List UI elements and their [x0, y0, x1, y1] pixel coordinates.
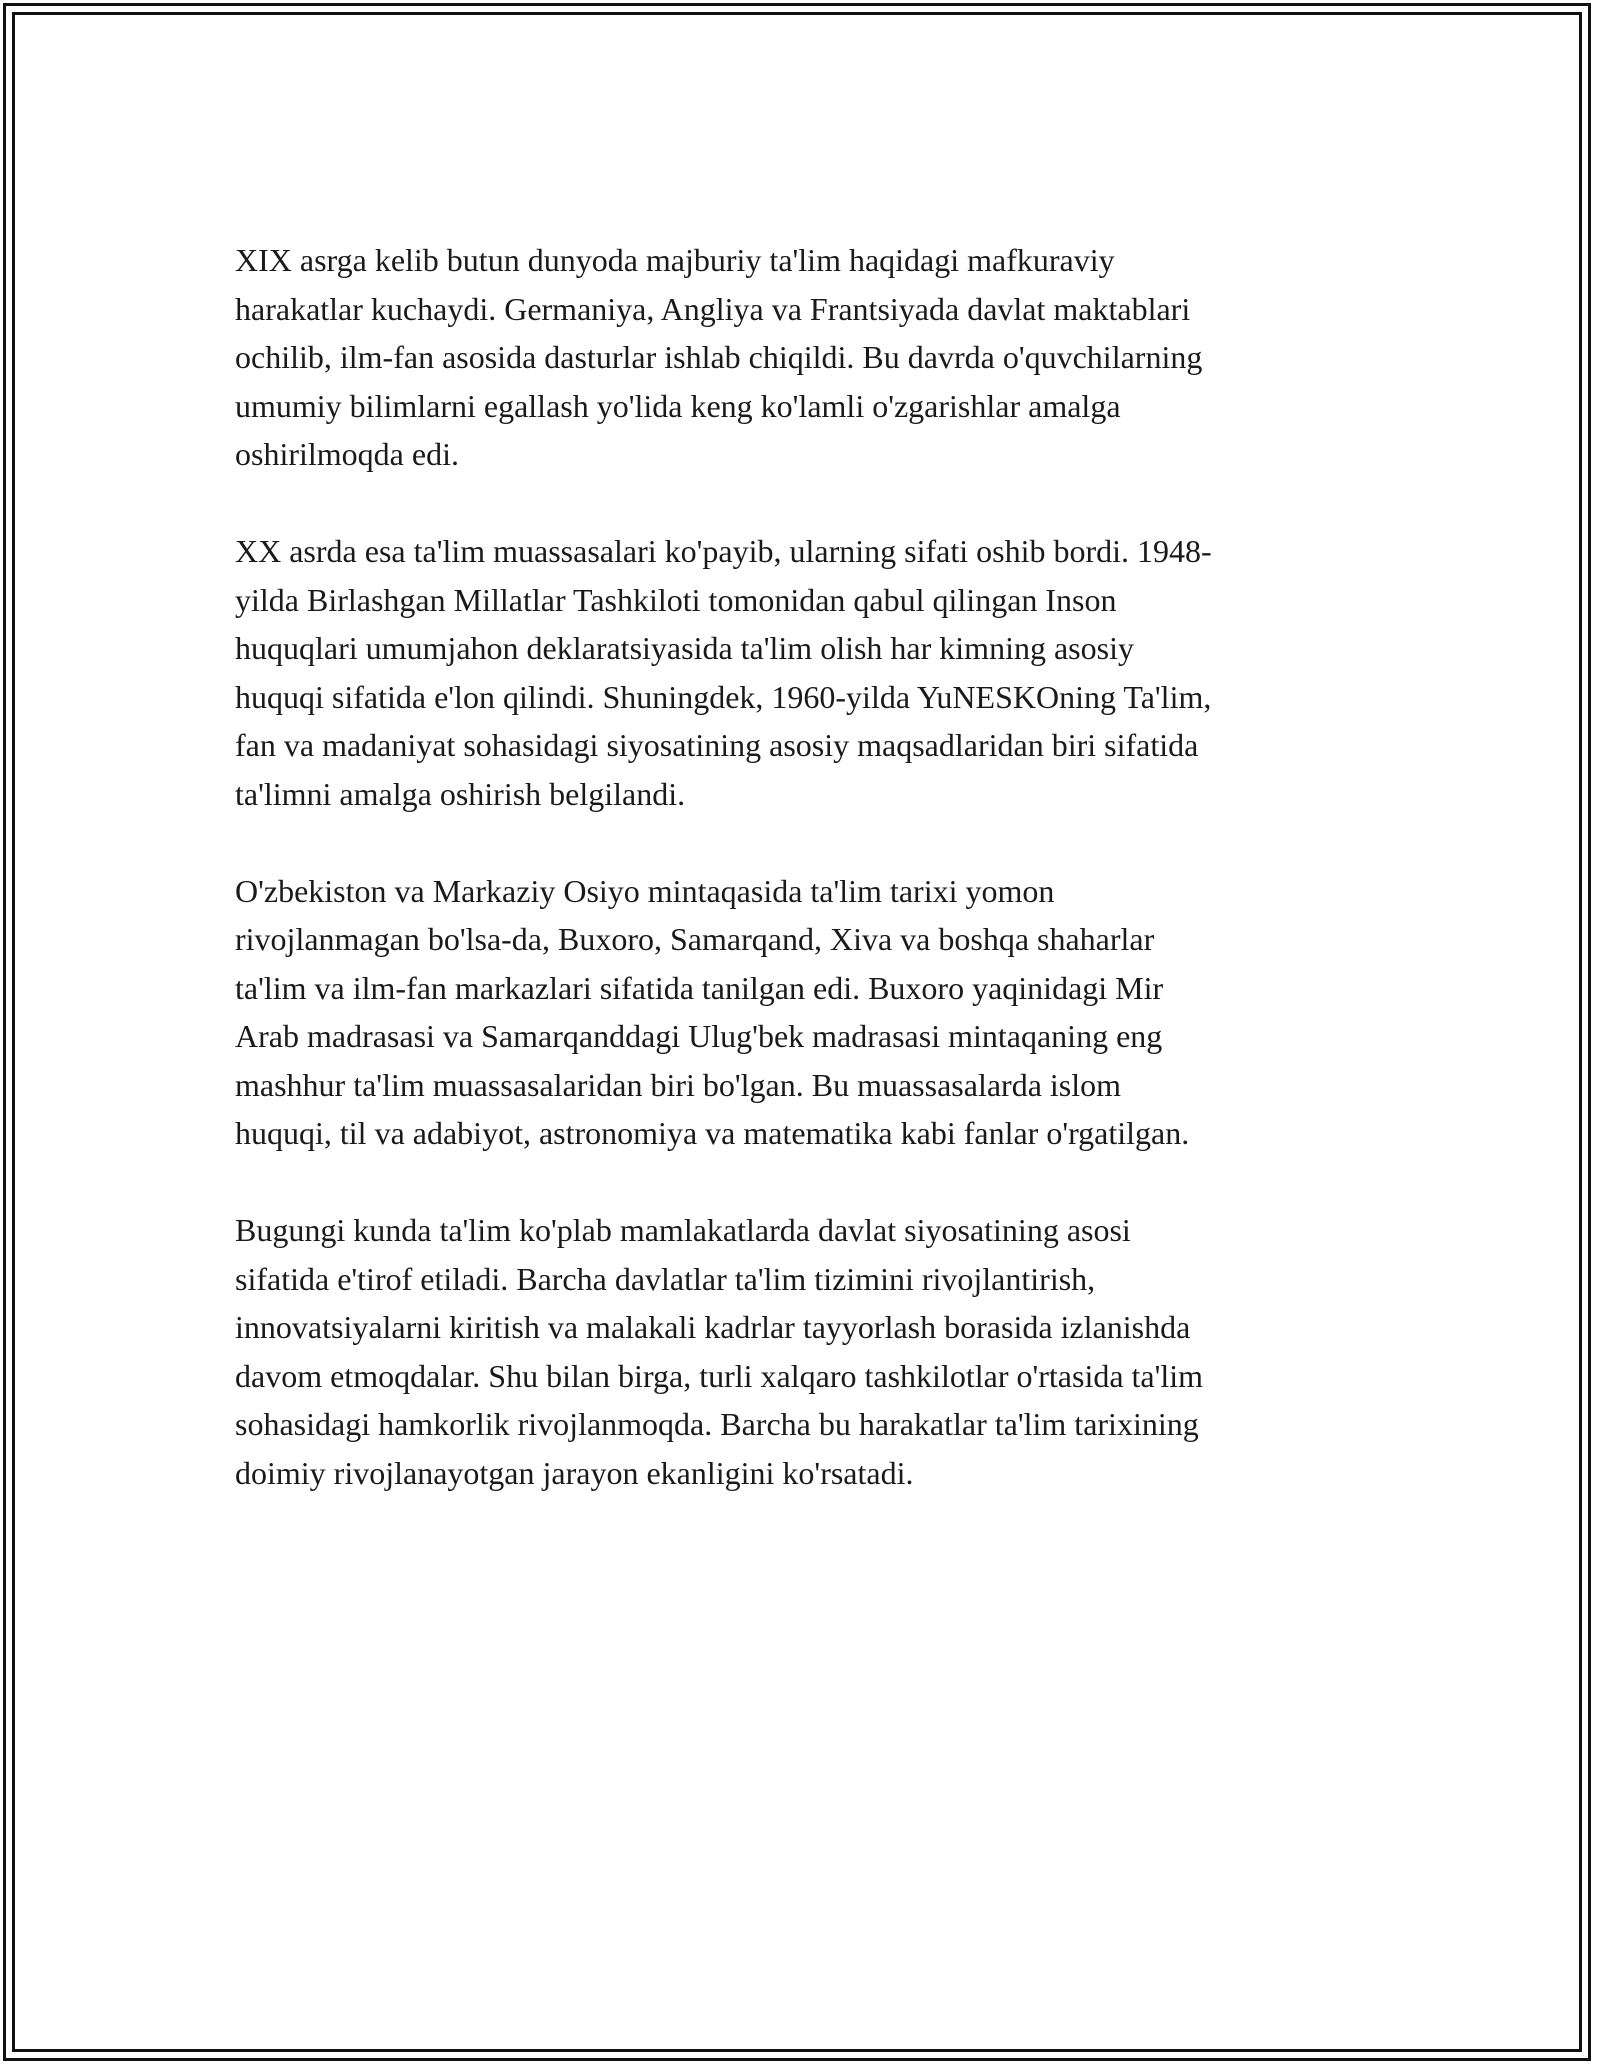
- text-line: harakatlar kuchaydi. Germaniya, Angliya va Frantsiyada davlat maktablari: [235, 290, 1191, 327]
- paragraph-3: [235, 867, 1375, 1158]
- text-line: sohasidagi hamkorlik rivojlanmoqda. Barcha bu harakatlar ta'lim tarixining: [235, 1406, 1199, 1442]
- text-line: huquqi sifatida e'lon qilindi. Shuningdek, 1960-yilda YuNESKOning Ta'lim,: [235, 678, 1212, 715]
- text-line: huquqi, til va adabiyot, astronomiya va matematika kabi fanlar o'rgatilgan.: [235, 1115, 1190, 1151]
- text-line: ochilib, ilm-fan asosida dasturlar ishlab chiqildi. Bu davrda o'quvchilarning: [235, 339, 1203, 375]
- text-line: O'zbekiston va Markaziy Osiyo mintaqasida ta'lim tarixi yomon: [235, 872, 1055, 909]
- text-line: oshirilmoqda edi.: [235, 436, 459, 472]
- text-line: XX asrda esa ta'lim muassasalari ko'payib, ularning sifati oshib bordi. 1948-: [235, 533, 1212, 569]
- text-line: Arab madrasasi va Samarqanddagi Ulug'bek madrasasi mintaqaning eng: [235, 1018, 1163, 1054]
- text-line: huquqlari umumjahon deklaratsiyasida ta'lim olish har kimning asosiy: [235, 630, 1134, 666]
- text-line: mashhur ta'lim muassasalaridan biri bo'lgan. Bu muassasalarda islom: [235, 1066, 1122, 1103]
- text-line: ta'limni amalga oshirish belgilandi.: [235, 775, 686, 812]
- text-line: sifatida e'tirof etiladi. Barcha davlatlar ta'lim tizimini rivojlantirish,: [235, 1260, 1096, 1297]
- document-body: [235, 236, 1375, 1546]
- text-line: Bugungi kunda ta'lim ko'plab mamlakatlarda davlat siyosatining asosi: [235, 1212, 1131, 1248]
- paragraph-4: [235, 1206, 1375, 1497]
- text-line: davom etmoqdalar. Shu bilan birga, turli xalqaro tashkilotlar o'rtasida ta'lim: [235, 1357, 1204, 1394]
- paragraph-2: [235, 527, 1375, 818]
- text-line: fan va madaniyat sohasidagi siyosatining asosiy maqsadlaridan biri sifatida: [235, 727, 1199, 763]
- paragraph-1: [235, 236, 1375, 479]
- text-line: doimiy rivojlanayotgan jarayon ekanligini ko'rsatadi.: [235, 1454, 914, 1491]
- text-line: ta'lim va ilm-fan markazlari sifatida tanilgan edi. Buxoro yaqinidagi Mir: [235, 969, 1164, 1006]
- text-line: innovatsiyalarni kiritish va malakali kadrlar tayyorlash borasida izlanishda: [235, 1309, 1191, 1345]
- text-line: XIX asrga kelib butun dunyoda majburiy ta'lim haqidagi mafkuraviy: [235, 242, 1115, 278]
- text-line: umumiy bilimlarni egallash yo'lida keng ko'lamli o'zgarishlar amalga: [235, 387, 1121, 424]
- text-line: rivojlanmagan bo'lsa-da, Buxoro, Samarqand, Xiva va boshqa shaharlar: [235, 921, 1155, 957]
- text-line: yilda Birlashgan Millatlar Tashkiloti tomonidan qabul qilingan Inson: [235, 581, 1117, 618]
